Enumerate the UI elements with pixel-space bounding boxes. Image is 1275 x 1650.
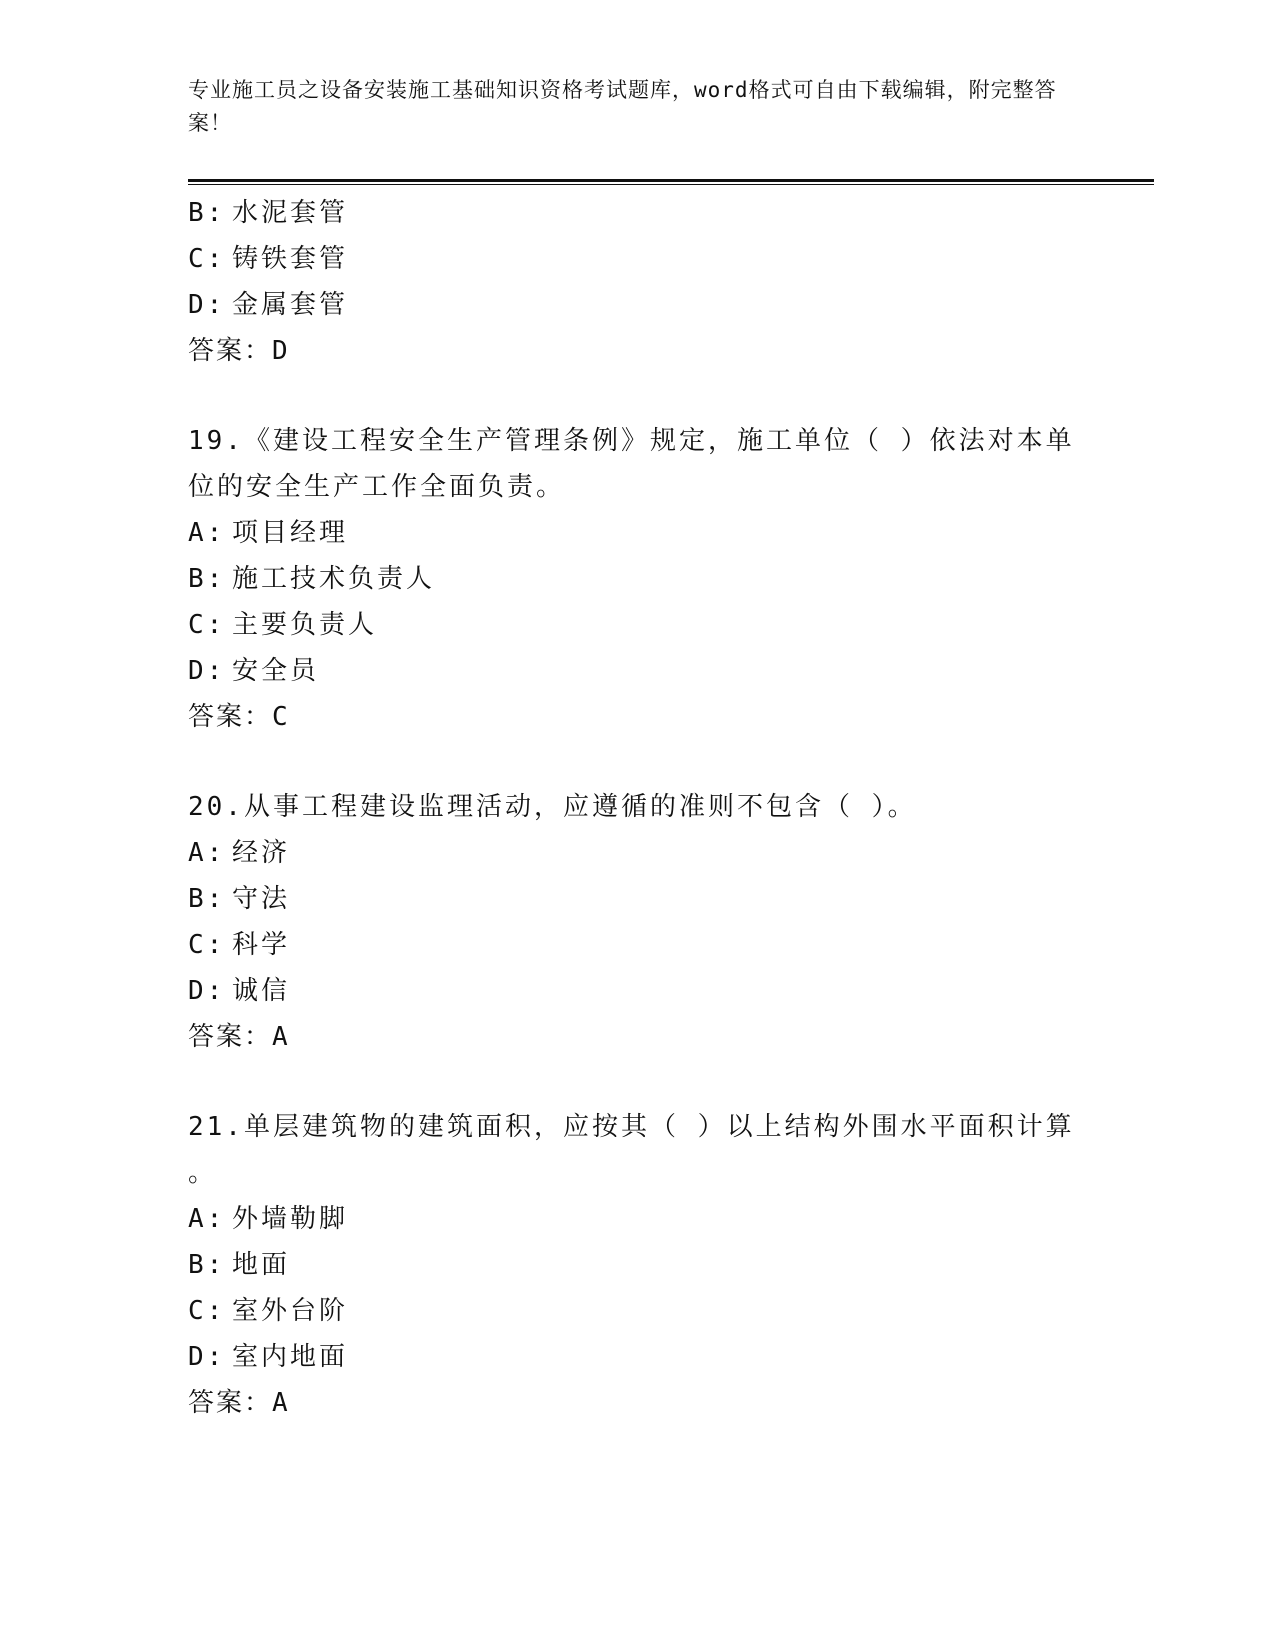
question-text: 19.《建设工程安全生产管理条例》规定，施工单位（ ）依法对本单: [188, 426, 1075, 456]
option-key: C:: [188, 930, 226, 960]
block-gap: [188, 374, 1088, 418]
question-list: [188, 190, 1088, 1426]
option-item: [188, 602, 1088, 648]
option-text: 铸铁套管: [232, 244, 349, 274]
question-block: [188, 418, 1088, 740]
option-text: 水泥套管: [232, 198, 349, 228]
option-text: 守法: [232, 884, 291, 914]
question-text: 21.单层建筑物的建筑面积，应按其（ ）以上结构外围水平面积计算: [188, 1112, 1075, 1142]
option-text: 施工技术负责人: [232, 564, 436, 594]
option-key: D:: [188, 656, 226, 686]
question-block: [188, 190, 1088, 374]
option-text: 安全员: [232, 656, 320, 686]
question-text: 。: [188, 1158, 218, 1188]
option-key: C:: [188, 1296, 226, 1326]
option-key: B:: [188, 564, 226, 594]
option-item: [188, 1242, 1088, 1288]
option-key: D:: [188, 1342, 226, 1372]
option-item: [188, 830, 1088, 876]
option-key: A:: [188, 1204, 226, 1234]
option-key: A:: [188, 838, 226, 868]
header-rule-thick: [188, 179, 1154, 182]
answer-line: 答案：D: [188, 336, 290, 366]
question-block: [188, 1104, 1088, 1426]
option-text: 主要负责人: [232, 610, 378, 640]
option-item: [188, 236, 1088, 282]
option-item: [188, 190, 1088, 236]
option-text: 室外台阶: [232, 1296, 349, 1326]
option-item: [188, 282, 1088, 328]
answer-line: 答案：A: [188, 1022, 290, 1052]
option-text: 外墙勒脚: [232, 1204, 349, 1234]
option-item: [188, 876, 1088, 922]
question-text: 20.从事工程建设监理活动，应遵循的准则不包含（ ）。: [188, 792, 917, 822]
option-item: [188, 1334, 1088, 1380]
block-gap: [188, 1060, 1088, 1104]
option-text: 诚信: [232, 976, 291, 1006]
question-block: [188, 784, 1088, 1060]
option-text: 经济: [232, 838, 291, 868]
option-item: [188, 556, 1088, 602]
option-key: B:: [188, 884, 226, 914]
option-text: 科学: [232, 930, 291, 960]
answer-line: 答案：C: [188, 702, 290, 732]
option-key: D:: [188, 290, 226, 320]
option-item: [188, 1288, 1088, 1334]
option-text: 项目经理: [232, 518, 349, 548]
option-key: C:: [188, 244, 226, 274]
option-item: [188, 968, 1088, 1014]
block-gap: [188, 740, 1088, 784]
option-text: 室内地面: [232, 1342, 349, 1372]
option-text: 金属套管: [232, 290, 349, 320]
header-rule-thin: [188, 184, 1154, 185]
option-key: A:: [188, 518, 226, 548]
option-item: [188, 1196, 1088, 1242]
option-key: D:: [188, 976, 226, 1006]
document-header: 专业施工员之设备安装施工基础知识资格考试题库，word格式可自由下载编辑，附完整答案！: [188, 78, 1057, 135]
option-text: 地面: [232, 1250, 291, 1280]
option-item: [188, 510, 1088, 556]
question-text: 位的安全生产工作全面负责。: [188, 472, 566, 502]
option-item: [188, 648, 1088, 694]
option-key: B:: [188, 1250, 226, 1280]
option-item: [188, 922, 1088, 968]
option-key: B:: [188, 198, 226, 228]
answer-line: 答案：A: [188, 1388, 290, 1418]
option-key: C:: [188, 610, 226, 640]
